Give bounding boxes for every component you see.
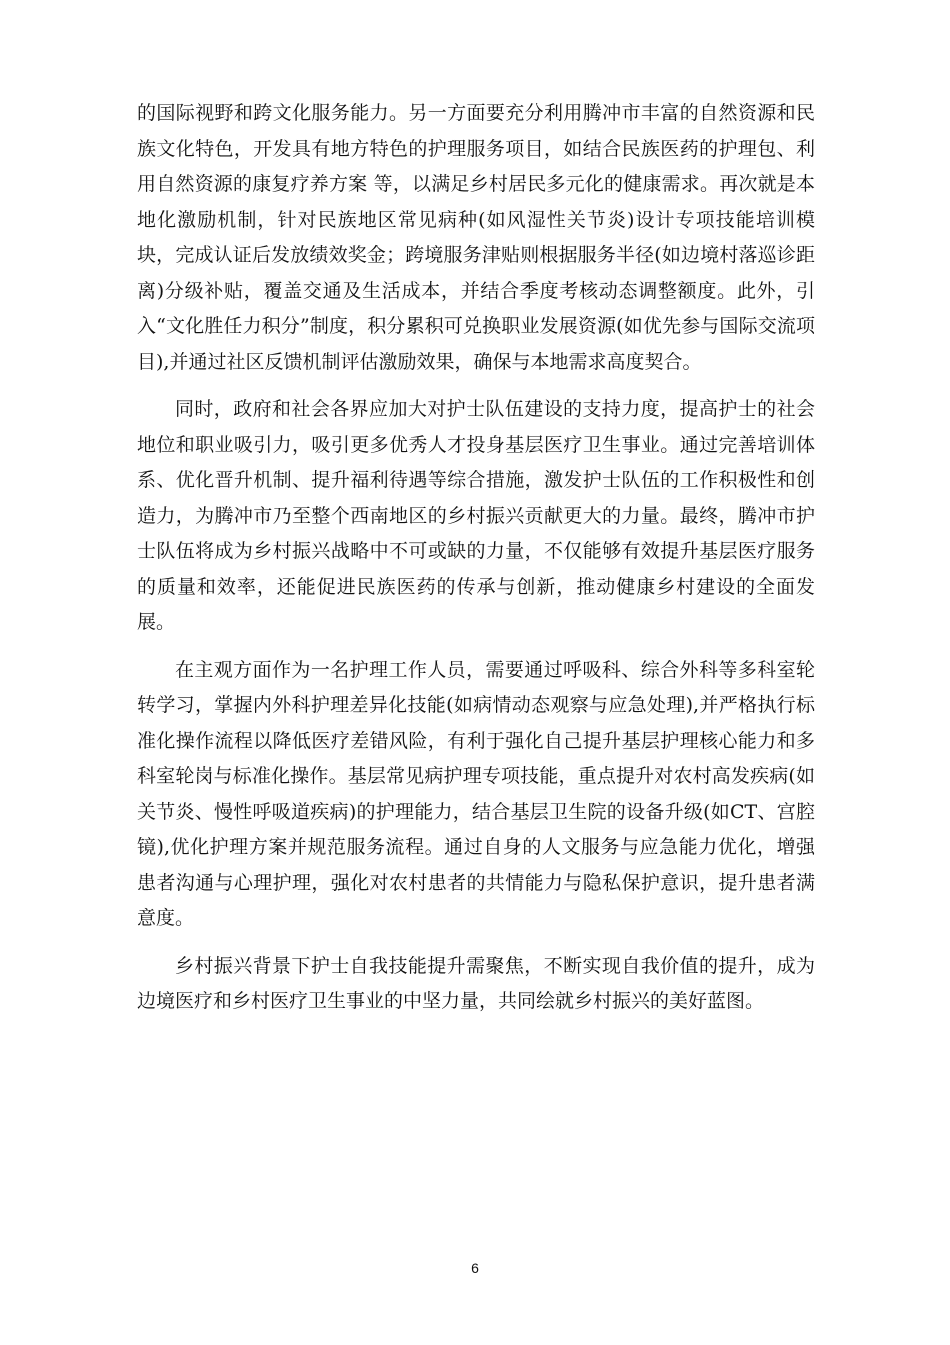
paragraph-subjective-aspect: 在主观方面作为一名护理工作人员，需要通过呼吸科、综合外科等多科室轮转学习，掌握内外科护理差异化技能(如病情动态观察与应急处理),并严格执行标准化操作流程以降低医疗差错风险，有利于强化自己提升基层护理核心能力和多科室轮岗与标准化操作。基层常见病护理专项技能，重点提升对农村高发疾病(如关节炎、慢性呼吸道疾病)的护理能力，结合基层卫生院的设备升级(如CT、宫腔镜),优化护理方案并规范服务流程。通过自身的人文服务与应急能力优化，增强患者沟通与心理护理，强化对农村患者的共情能力与隐私保护意识，提升患者满意度。: [137, 658, 815, 929]
paragraph-government-support: 同时，政府和社会各界应加大对护士队伍建设的支持力度，提高护士的社会地位和职业吸引力，吸引更多优秀人才投身基层医疗卫生事业。通过完善培训体系、优化晋升机制、提升福利待遇等综合措施，激发护士队伍的工作积极性和创造力，为腾冲市乃至整个西南地区的乡村振兴贡献更大的力量。最终，腾冲市护士队伍将成为乡村振兴战略中不可或缺的力量，不仅能够有效提升基层医疗服务的质量和效率，还能促进民族医药的传承与创新，推动健康乡村建设的全面发展。: [137, 398, 815, 633]
document-body: [137, 96, 815, 1020]
paragraph-continued: 的国际视野和跨文化服务能力。另一方面要充分利用腾冲市丰富的自然资源和民族文化特色，开发具有地方特色的护理服务项目，如结合民族医药的护理包、利用自然资源的康复疗养方案 等，以满足乡村居民多元化的健康需求。再次就是本地化激励机制，针对民族地区常见病种(如风湿性关节炎)设计专项技能培训模块，完成认证后发放绩效奖金；跨境服务津贴则根据服务半径(如边境村落巡诊距离)分级补贴，覆盖交通及生活成本，并结合季度考核动态调整额度。此外，引入“文化胜任力积分”制度，积分累积可兑换职业发展资源(如优先参与国际交流项目),并通过社区反馈机制评估激励效果，确保与本地需求高度契合。: [137, 102, 815, 373]
paragraph-conclusion: 乡村振兴背景下护士自我技能提升需聚焦，不断实现自我价值的提升，成为边境医疗和乡村医疗卫生事业的中坚力量，共同绘就乡村振兴的美好蓝图。: [137, 954, 815, 1012]
page-number: 6: [471, 1260, 479, 1276]
